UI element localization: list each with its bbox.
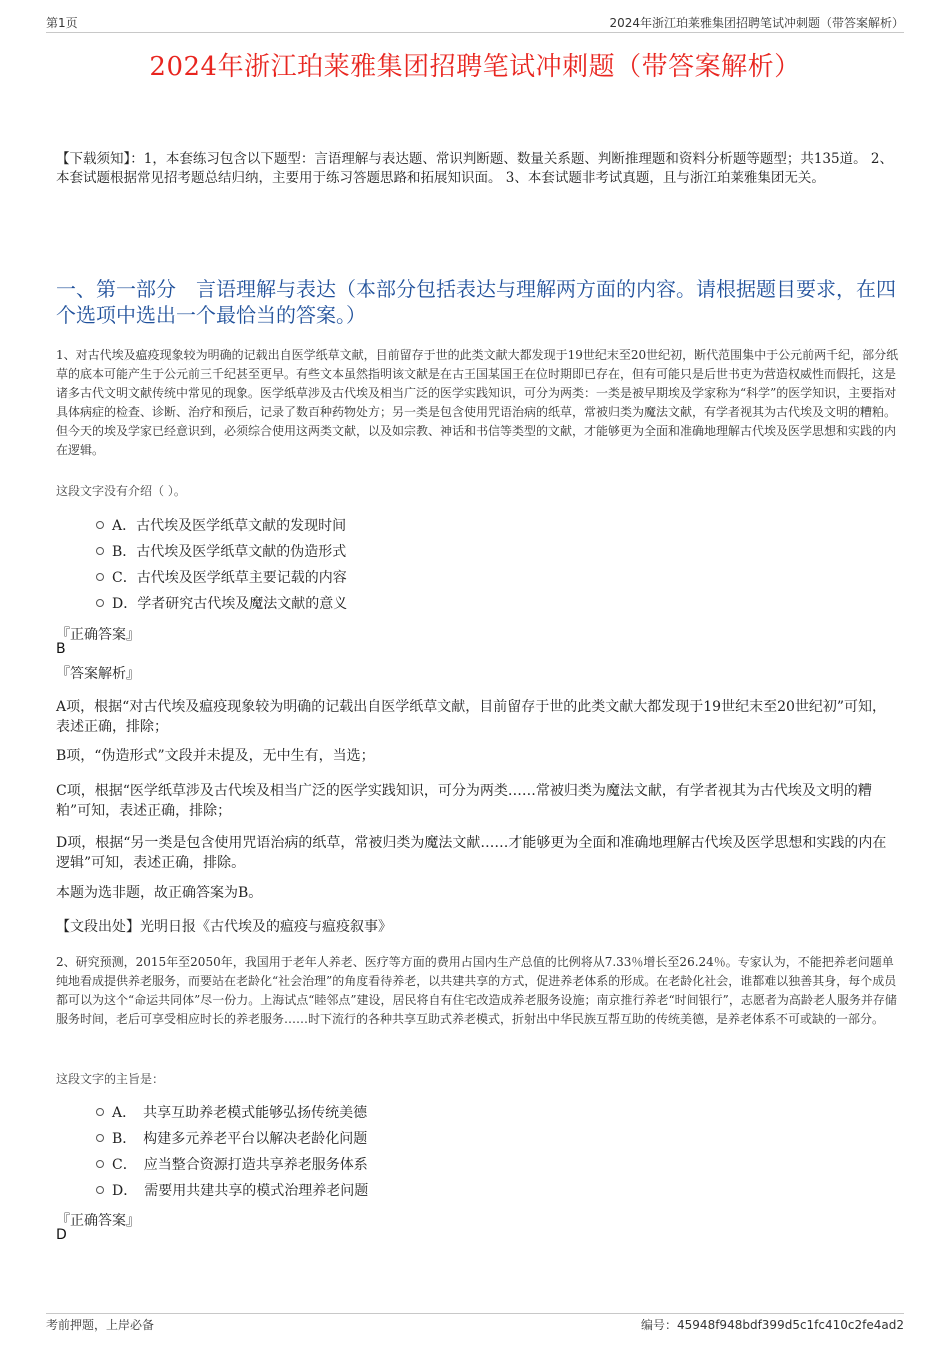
q1-analysis-b: B项，“伪造形式”文段并未提及，无中生有，当选； (56, 748, 375, 764)
page-header (46, 14, 904, 33)
radio-icon[interactable] (96, 521, 104, 529)
q1-analysis-conclusion: 本题为选非题，故正确答案为B。 (56, 885, 263, 901)
footer-slogan: 考前押题，上岸必备 (46, 1318, 155, 1332)
q2-passage: 2、研究预测，2015年至2050年，我国用于老年人养老、医疗等方面的费用占国内生产总值的比例将从7.33％增长至26.24％。专家认为，不能把养老问题单纯地看成提供养老服务，而要站在老龄化“社会治理”的角度看待养老，以共建共享的方式，促进养老体系的形成。在老龄化社会，谁都难以独善其身，每个成员都可以为这个“命运共同体”尽一份力。上海试点“睦邻点”建设，居民将自有住宅改造成养老服务设施；南京推行养老“时间银行”，志愿者为高龄老人服务并存储服务时间，老后可享受相应时长的养老服务……时下流行的各种共享互助式养老模式，折射出中华民族互帮互助的传统美德，是养老体系不可或缺的一部分。 (56, 955, 897, 1026)
radio-icon[interactable] (96, 573, 104, 581)
q2-option-c[interactable]: C． 应当整合资源打造共享养老服务体系 (96, 1151, 368, 1177)
radio-icon[interactable] (96, 547, 104, 555)
document-title: 2024年浙江珀莱雅集团招聘笔试冲刺题（带答案解析） (149, 52, 801, 82)
q1-option-a[interactable]: A．古代埃及医学纸草文献的发现时间 (96, 512, 347, 538)
q1-analysis-d: D项，根据“另一类是包含使用咒语治病的纸草，常被归类为魔法文献……才能够更为全面和准确地理解古代埃及医学思想和实践的内在逻辑”可知，表述正确，排除。 (56, 835, 887, 871)
q1-answer-label: 『正确答案』 (56, 627, 140, 643)
q1-options (96, 512, 347, 616)
footer-code: 编号：45948f948bdf399d5c1fc410c2fe4ad2 (641, 1318, 904, 1332)
q1-option-d[interactable]: D．学者研究古代埃及魔法文献的意义 (96, 590, 347, 616)
radio-icon[interactable] (96, 1160, 104, 1168)
q2-option-a[interactable]: A． 共享互助养老模式能够弘扬传统美德 (96, 1099, 368, 1125)
q2-options (96, 1099, 368, 1203)
q1-answer: B (56, 641, 66, 657)
q1-analysis-label: 『答案解析』 (56, 666, 140, 682)
radio-icon[interactable] (96, 1134, 104, 1142)
radio-icon[interactable] (96, 1108, 104, 1116)
q2-question: 这段文字的主旨是： (56, 1072, 165, 1086)
q1-source: 【文段出处】光明日报《古代埃及的瘟疫与瘟疫叙事》 (56, 919, 392, 935)
q2-option-d[interactable]: D． 需要用共建共享的模式治理养老问题 (96, 1177, 368, 1203)
q1-analysis-c: C项，根据“医学纸草涉及古代埃及相当广泛的医学实践知识，可分为两类……常被归类为魔法文献，有学者视其为古代埃及文明的糟粕”可知，表述正确，排除； (56, 783, 872, 819)
page-number: 第1页 (46, 16, 78, 30)
page-footer (46, 1313, 904, 1334)
q1-option-b[interactable]: B．古代埃及医学纸草文献的伪造形式 (96, 538, 347, 564)
radio-icon[interactable] (96, 1186, 104, 1194)
download-notice: 【下载须知】：1，本套练习包含以下题型：言语理解与表达题、常识判断题、数量关系题、判断推理题和资料分析题等题型；共135道。 2、本套试题根据常见招考题总结归纳，主要用于练习答题思路和拓展知识面。 3、本套试题非考试真题，且与浙江珀莱雅集团无关。 (56, 151, 893, 186)
q2-answer: D (56, 1227, 67, 1243)
radio-icon[interactable] (96, 599, 104, 607)
q2-option-b[interactable]: B． 构建多元养老平台以解决老龄化问题 (96, 1125, 368, 1151)
q1-analysis-a: A项，根据“对古代埃及瘟疫现象较为明确的记载出自医学纸草文献，目前留存于世的此类文献大都发现于19世纪末至20世纪初”可知，表述正确，排除； (56, 699, 887, 735)
q1-passage: 1、对古代埃及瘟疫现象较为明确的记载出自医学纸草文献，目前留存于世的此类文献大都发现于19世纪末至20世纪初，断代范围集中于公元前两千纪，部分纸草的底本可能产生于公元前三千纪甚至更早。有些文本虽然指明该文献是在古王国某国王在位时期即已存在，但有可能只是后世书吏为营造权威性而假托，这是诸多古代文明文献传统中常见的现象。医学纸草涉及古代埃及相当广泛的医学实践知识，可分为两类：一类是被早期埃及学家称为“科学”的医学知识，主要指对具体病症的检查、诊断、治疗和预后，记录了数百种药物处方；另一类是包含使用咒语治病的纸草，常被归类为魔法文献，有学者视其为古代埃及文明的糟粕。但今天的埃及学家已经意识到，必须综合使用这两类文献，以及如宗教、神话和书信等类型的文献，才能够更为全面和准确地理解古代埃及医学思想和实践的内在逻辑。 (56, 348, 899, 457)
header-doc-title: 2024年浙江珀莱雅集团招聘笔试冲刺题（带答案解析） (609, 16, 904, 30)
q1-question: 这段文字没有介绍（ ）。 (56, 484, 186, 498)
q2-answer-label: 『正确答案』 (56, 1213, 140, 1229)
q1-option-c[interactable]: C．古代埃及医学纸草主要记载的内容 (96, 564, 347, 590)
section-title: 一、第一部分 言语理解与表达（本部分包括表达与理解两方面的内容。请根据题目要求，在四个选项中选出一个最恰当的答案。） (56, 277, 896, 327)
